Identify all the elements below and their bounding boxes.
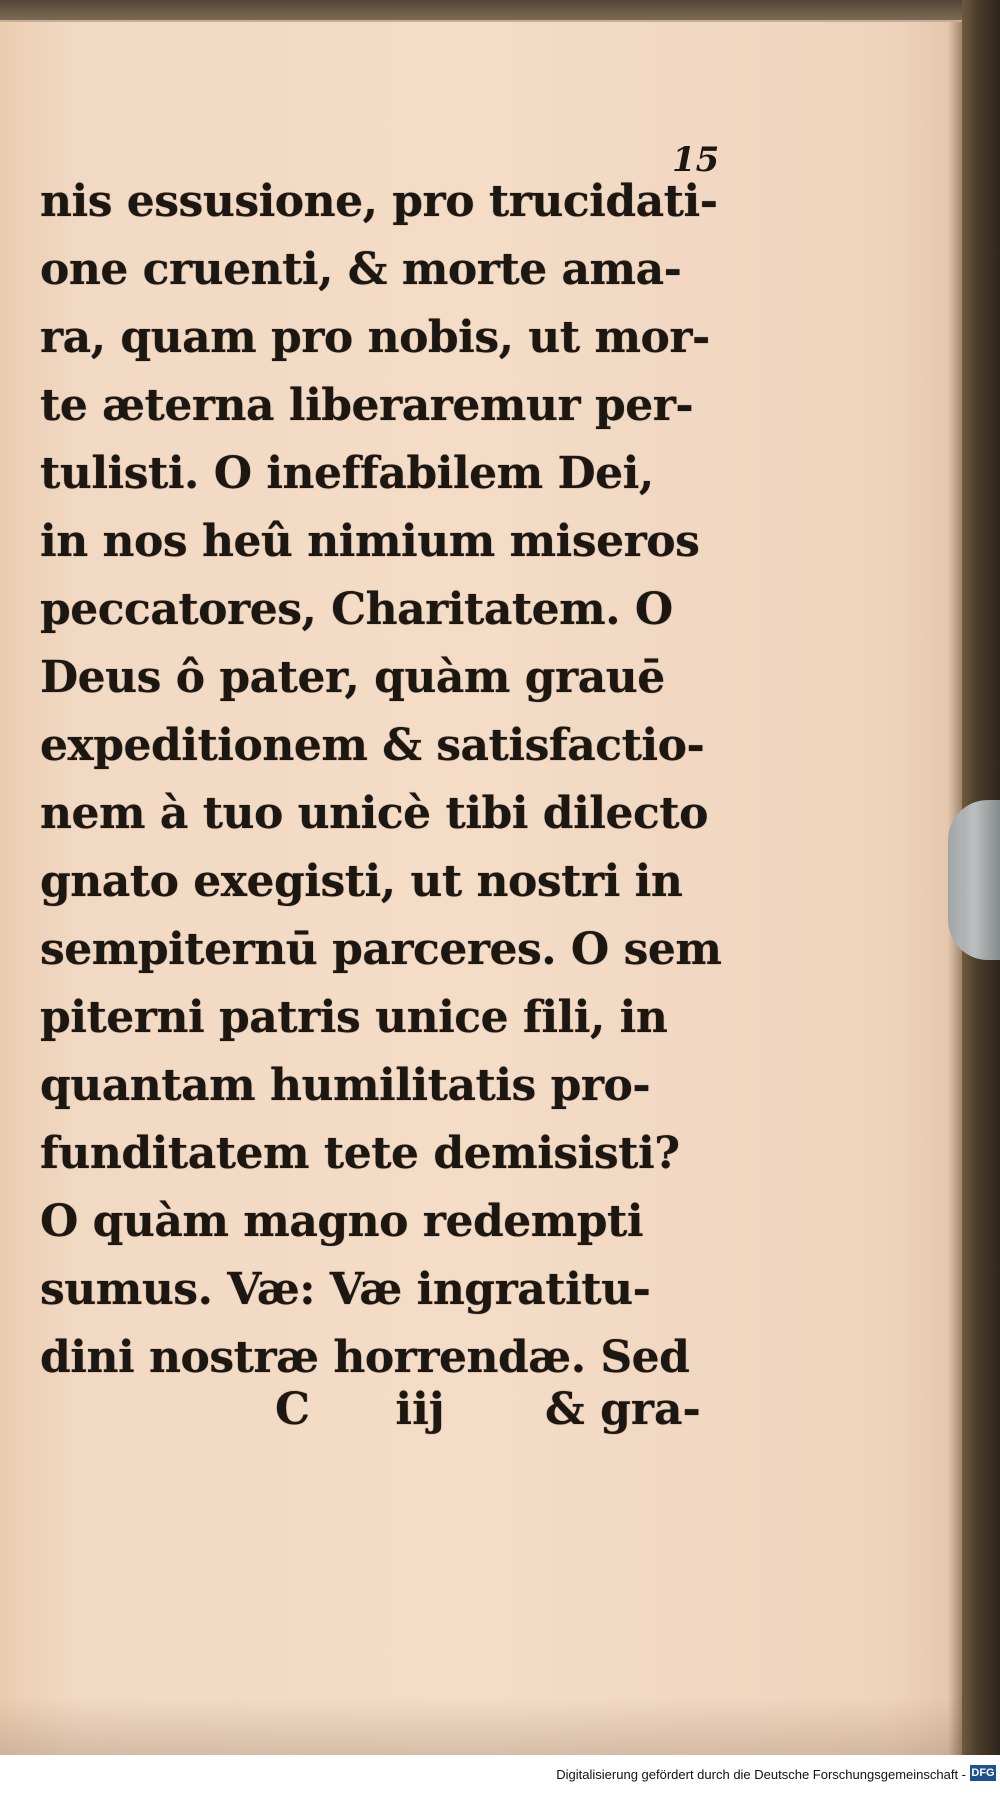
text-line: peccatores, Charitatem. O: [40, 584, 673, 635]
text-line: O quàm magno redempti: [40, 1196, 644, 1247]
signature-numeral: iij: [395, 1384, 445, 1435]
text-line: Deus ô pater, quàm grauē: [40, 652, 665, 703]
catchword: & gra-: [545, 1384, 701, 1435]
text-line: nis essusione, pro trucidati-: [40, 176, 718, 227]
text-line: one cruenti, & morte ama-: [40, 244, 682, 295]
text-line: funditatem tete demisisti?: [40, 1128, 680, 1179]
text-line: sumus. Væ: Væ ingratitu-: [40, 1264, 651, 1315]
paper-page: [0, 20, 962, 1757]
text-line: quantam humilitatis pro-: [40, 1060, 651, 1111]
dfg-logo-icon: DFG: [971, 1767, 995, 1779]
text-line: gnato exegisti, ut nostri in: [40, 856, 683, 907]
text-line: dini nostræ horrendæ. Sed: [40, 1332, 690, 1383]
page-number: 15: [672, 140, 720, 180]
text-line: nem à tuo unicè tibi dilecto: [40, 788, 708, 839]
signature-line: [235, 1384, 705, 1435]
text-line: ra, quam pro nobis, ut mor-: [40, 312, 710, 363]
funding-credit: Digitalisierung gefördert durch die Deutsche Forschungsgemeinschaft -: [556, 1767, 966, 1782]
signature-letter: C: [275, 1384, 311, 1435]
text-line: expeditionem & satisfactio-: [40, 720, 705, 771]
page-bottom-shadow: [0, 1697, 962, 1757]
book-top-edge: [0, 0, 1000, 20]
text-line: in nos heû nimium miseros: [40, 516, 700, 567]
text-line: te æterna liberaremur per-: [40, 380, 694, 431]
digitization-footer: [0, 1755, 1000, 1806]
text-line: piterni patris unice fili, in: [40, 992, 668, 1043]
text-line: sempiternū parceres. O sem: [40, 924, 722, 975]
text-line: tulisti. O ineffabilem Dei,: [40, 448, 654, 499]
page-clip: [948, 800, 1000, 960]
